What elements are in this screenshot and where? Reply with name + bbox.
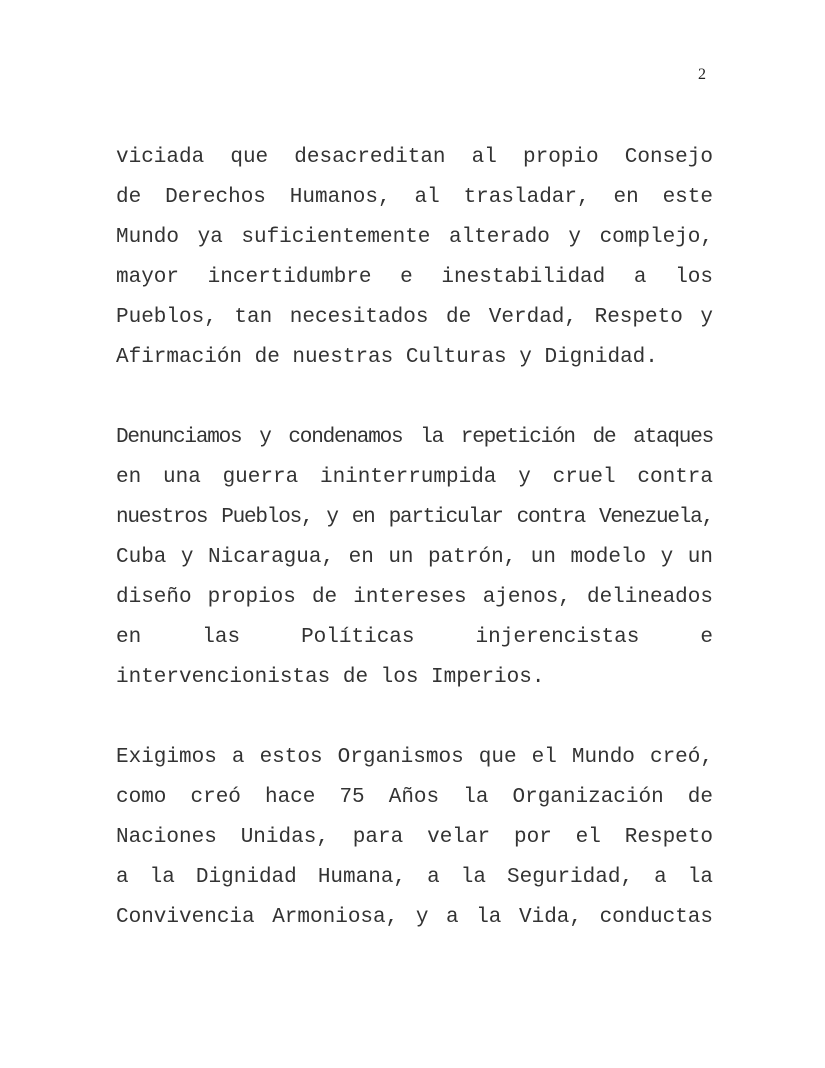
text-line: en una guerra ininterrumpida y cruel contra [116,466,713,489]
text-line: nuestros Pueblos, y en particular contra Venezuela, [116,506,713,529]
text-line: Cuba y Nicaragua, en un patrón, un modelo y un [116,546,713,569]
text-line: a la Dignidad Humana, a la Seguridad, a la [116,866,713,889]
document-body [116,138,713,978]
paragraph [116,738,713,938]
text-line: Naciones Unidas, para velar por el Respeto [116,826,713,849]
text-line: diseño propios de intereses ajenos, delineados [116,586,713,609]
text-line: en las Políticas injerencistas e [116,626,713,649]
text-line: viciada que desacreditan al propio Consejo [116,146,713,169]
text-line: Convivencia Armoniosa, y a la Vida, conductas [116,906,713,929]
text-line: Pueblos, tan necesitados de Verdad, Respeto y [116,306,713,329]
text-line: Mundo ya suficientemente alterado y complejo, [116,226,713,249]
text-line: Afirmación de nuestras Culturas y Dignidad. [116,346,658,369]
text-line: Exigimos a estos Organismos que el Mundo creó, [116,746,713,769]
paragraph [116,418,713,698]
text-line: Denunciamos y condenamos la repetición de ataques [116,426,713,449]
text-line: de Derechos Humanos, al trasladar, en este [116,186,713,209]
page-number: 2 [698,66,706,83]
text-line: intervencionistas de los Imperios. [116,666,545,689]
text-line: mayor incertidumbre e inestabilidad a los [116,266,713,289]
paragraph [116,138,713,378]
text-line: como creó hace 75 Años la Organización de [116,786,713,809]
